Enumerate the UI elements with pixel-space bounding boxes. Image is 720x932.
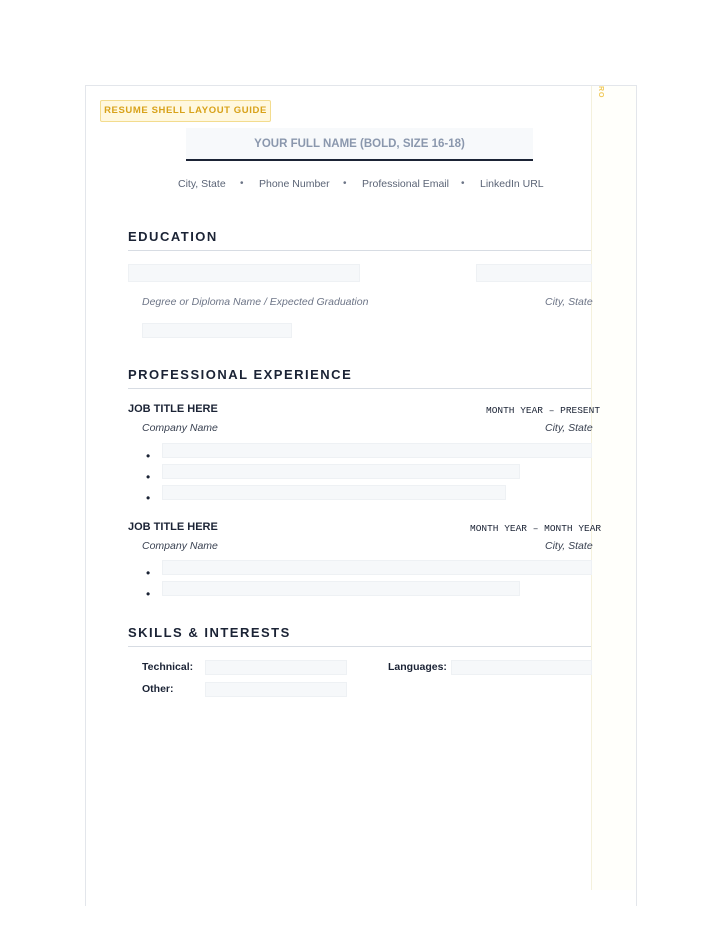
school-dates-placeholder[interactable] [476,264,592,282]
bullet-marker: • [146,449,151,463]
bullet-marker: • [146,566,151,580]
job-location: City, State [545,422,593,434]
technical-skills-placeholder[interactable] [205,660,347,675]
skills-heading: SKILLS & INTERESTS [128,625,591,647]
languages-placeholder[interactable] [451,660,592,675]
job-dates: MONTH YEAR – MONTH YEAR [470,523,602,534]
bullet-placeholder[interactable] [162,581,520,596]
right-sidebar-panel [591,86,636,890]
full-name-placeholder[interactable]: YOUR FULL NAME (BOLD, SIZE 16-18) [186,128,533,161]
experience-heading: PROFESSIONAL EXPERIENCE [128,367,591,389]
job-title: JOB TITLE HERE [128,521,218,533]
other-label: Other: [142,683,174,695]
sidebar-vertical-label: RO [597,86,604,99]
contact-linkedin: LinkedIn URL [480,178,544,190]
education-location: City, State [545,296,593,308]
job-dates: MONTH YEAR – PRESENT [486,405,601,416]
bullet-marker: • [146,470,151,484]
job-title: JOB TITLE HERE [128,403,218,415]
bullet-placeholder[interactable] [162,560,592,575]
contact-separator: • [461,178,465,189]
contact-separator: • [240,178,244,189]
bullet-placeholder[interactable] [162,464,520,479]
job-location: City, State [545,540,593,552]
layout-guide-badge: RESUME SHELL LAYOUT GUIDE [100,100,271,122]
degree-text: Degree or Diploma Name / Expected Graduation [142,296,369,308]
contact-email: Professional Email [362,178,449,190]
bullet-marker: • [146,587,151,601]
company-name: Company Name [142,540,218,552]
other-skills-placeholder[interactable] [205,682,347,697]
education-heading: EDUCATION [128,229,591,251]
bullet-marker: • [146,491,151,505]
company-name: Company Name [142,422,218,434]
contact-phone: Phone Number [259,178,330,190]
languages-label: Languages: [388,661,447,673]
education-detail-placeholder[interactable] [142,323,292,338]
bullet-placeholder[interactable] [162,485,506,500]
contact-separator: • [343,178,347,189]
bullet-placeholder[interactable] [162,443,592,458]
school-name-placeholder[interactable] [128,264,360,282]
technical-label: Technical: [142,661,194,673]
contact-city: City, State [178,178,226,190]
